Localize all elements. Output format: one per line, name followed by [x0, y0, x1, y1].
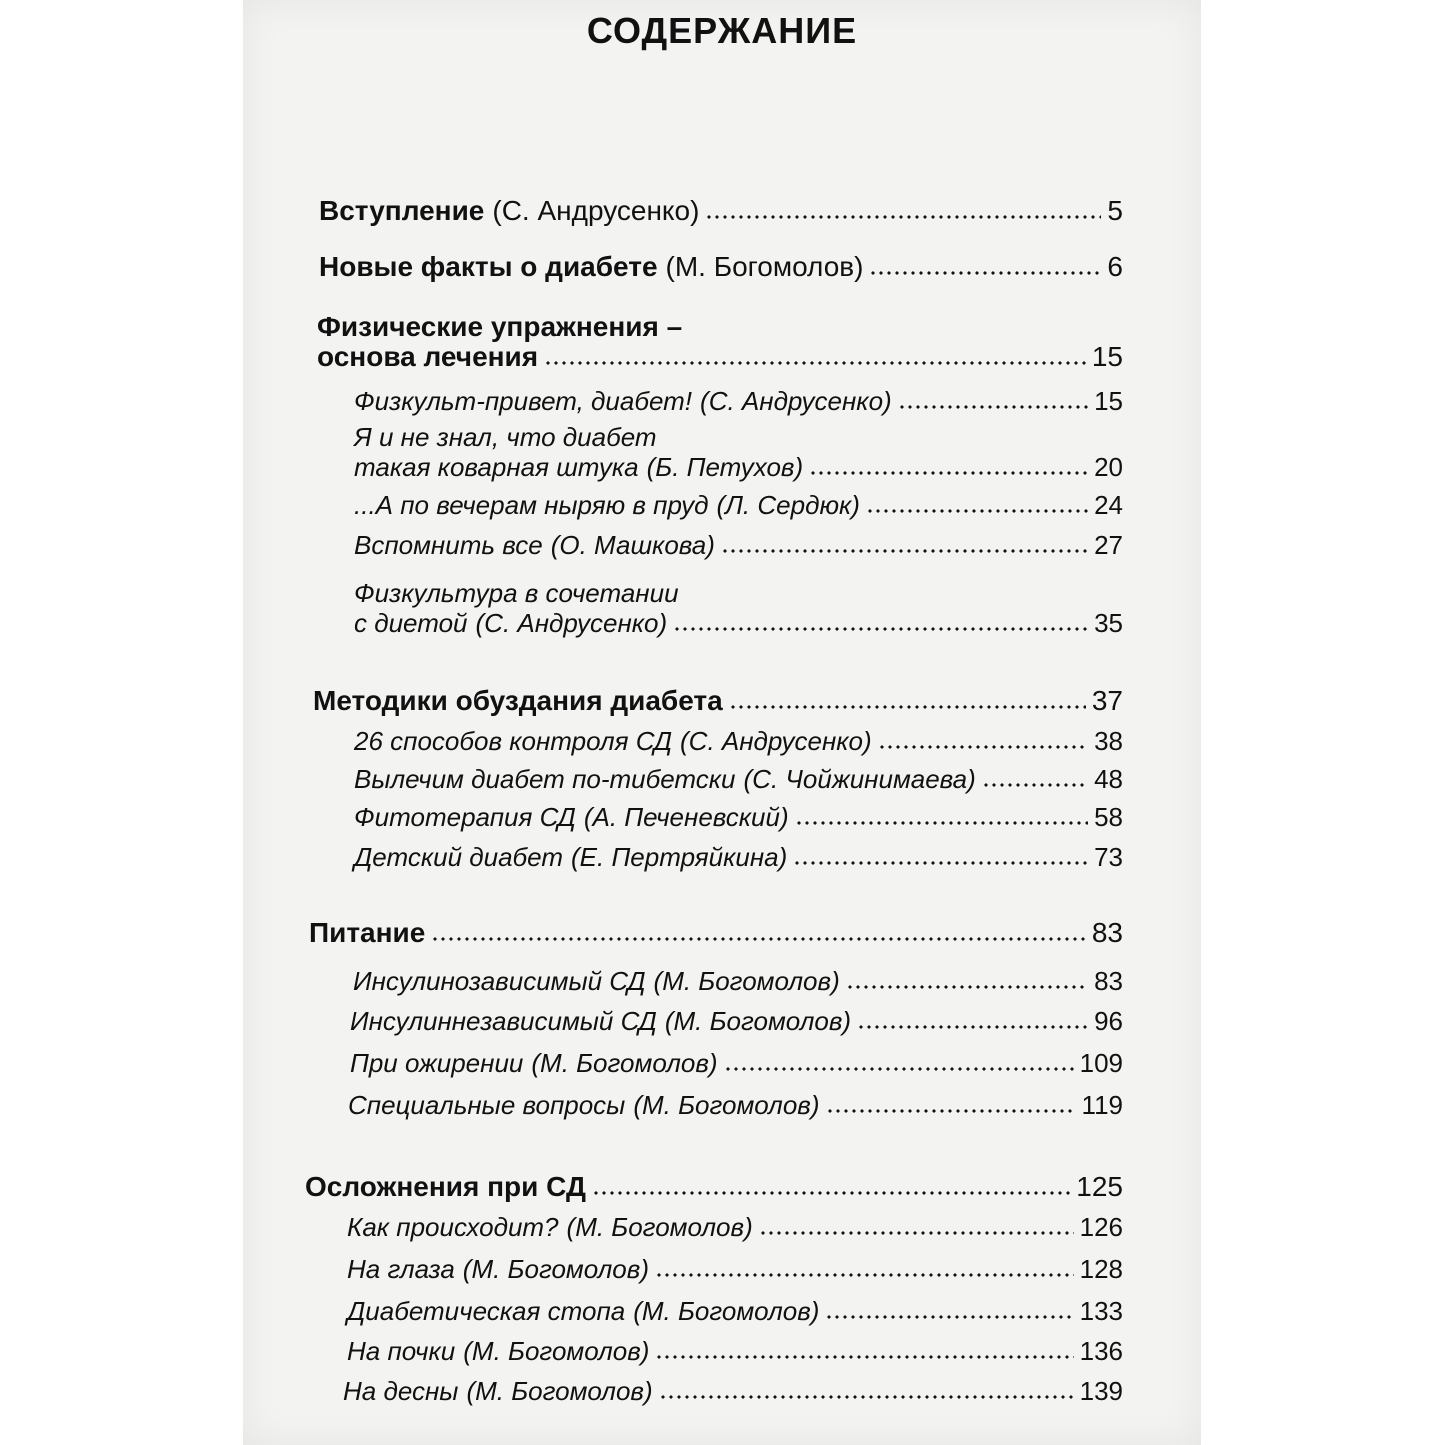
toc-entry-title: Фитотерапия СД [354, 802, 576, 832]
dot-leader [898, 405, 1088, 409]
dot-leader [869, 271, 1101, 275]
dot-leader [724, 1067, 1074, 1071]
dot-leader [729, 705, 1086, 709]
toc-entry-title: При ожирении [350, 1048, 524, 1078]
toc-entry-title: такая коварная штука [354, 452, 639, 482]
toc-entry-author: (М. Богомолов) [531, 1048, 718, 1078]
toc-subentry [353, 966, 1123, 996]
toc-chapter [317, 312, 1123, 372]
toc-entry-author: (М. Богомолов) [665, 251, 864, 282]
dot-leader [878, 745, 1088, 749]
toc-page-number: 83 [1091, 917, 1123, 948]
toc-entry-author: (Б. Петухов) [646, 452, 804, 482]
toc-subentry [343, 1376, 1123, 1406]
toc-entry-title: Детский диабет [354, 842, 564, 872]
toc-entry-author: (М. Богомолов) [466, 1376, 653, 1406]
toc-entry-author: (С. Андрусенко) [492, 195, 700, 226]
toc-page-number: 83 [1094, 966, 1123, 996]
toc-page-number: 73 [1094, 842, 1123, 872]
dot-leader [673, 627, 1088, 631]
toc-entry-author: (М. Богомолов) [566, 1212, 753, 1242]
toc-entry-author: (М. Богомолов) [633, 1090, 820, 1120]
toc-subentry [347, 1336, 1123, 1366]
toc-page-number: 136 [1079, 1336, 1123, 1366]
toc-entry-author: (Е. Пертряйкина) [571, 842, 788, 872]
toc-entry-title: На глаза [347, 1254, 455, 1284]
toc-subentry [354, 842, 1123, 872]
toc-entry-title: 26 способов контроля СД [354, 726, 673, 756]
toc-chapter [319, 196, 1123, 226]
toc-page-number: 24 [1094, 490, 1123, 520]
toc-page-number: 125 [1076, 1171, 1123, 1202]
toc-entry-author: (С. Чойжинимаева) [743, 764, 976, 794]
dot-leader [592, 1191, 1070, 1195]
toc-entry-author: (А. Печеневский) [583, 802, 789, 832]
toc-subentry [347, 1296, 1123, 1326]
toc-chapter [313, 686, 1123, 716]
toc-subentry [354, 490, 1123, 520]
toc-entry-title: Как происходит? [347, 1212, 559, 1242]
toc-entry-author: (Л. Сердюк) [716, 490, 860, 520]
toc-entry-author: (М. Богомолов) [463, 1336, 650, 1366]
toc-entry-title: Методики обуздания диабета [313, 685, 723, 716]
toc-subentry [354, 726, 1123, 756]
dot-leader [705, 215, 1101, 219]
toc-entry-title: На десны [343, 1376, 459, 1406]
toc-page-number: 15 [1094, 386, 1123, 416]
toc-page-number: 133 [1079, 1296, 1123, 1326]
toc-entry-author: (М. Богомолов) [462, 1254, 649, 1284]
toc-page-number: 6 [1107, 251, 1123, 282]
dot-leader [759, 1231, 1074, 1235]
toc-page-number: 15 [1091, 341, 1123, 372]
toc-subentry [354, 764, 1123, 794]
dot-leader [795, 821, 1088, 825]
toc-entry-author: (С. Андрусенко) [475, 608, 668, 638]
page-title: СОДЕРЖАНИЕ [586, 10, 858, 51]
dot-leader [866, 509, 1088, 513]
toc-entry-title: Физкульт-привет, диабет! [354, 386, 693, 416]
book-page [243, 0, 1201, 1445]
toc-chapter [309, 918, 1123, 948]
toc-page-number: 119 [1081, 1090, 1123, 1120]
toc-entry-author: (М. Богомолов) [664, 1006, 852, 1036]
toc-page-number: 139 [1079, 1376, 1123, 1406]
toc-subentry [348, 1090, 1123, 1120]
toc-entry-author: (М. Богомолов) [653, 966, 840, 996]
dot-leader [809, 471, 1088, 475]
toc-entry-title: Инсулинозависимый СД [353, 966, 646, 996]
toc-entry-title-line: Физкультура в сочетании [354, 578, 679, 608]
toc-page-number: 38 [1094, 726, 1123, 756]
toc-entry-title: ...А по вечерам ныряю в пруд [354, 490, 709, 520]
toc-entry-title: На почки [347, 1336, 456, 1366]
toc-subentry [354, 802, 1123, 832]
toc-page-number: 5 [1107, 195, 1123, 226]
toc-subentry [347, 1254, 1123, 1284]
toc-entry-title: с диетой [354, 608, 468, 638]
toc-page-number: 109 [1079, 1048, 1123, 1078]
toc-entry-title: Диабетическая стопа [347, 1296, 626, 1326]
toc-page-number: 126 [1079, 1212, 1123, 1242]
toc-entry-title: Новые факты о диабете [319, 251, 658, 282]
toc-entry-author: (О. Машкова) [550, 530, 715, 560]
toc-entry-title: Осложнения при СД [305, 1171, 586, 1202]
toc-subentry [350, 1048, 1123, 1078]
toc-page-number: 58 [1094, 802, 1123, 832]
toc-entry-title: основа лечения [317, 341, 539, 372]
toc-subentry [354, 386, 1123, 416]
toc-entry-author: (С. Андрусенко) [700, 386, 892, 416]
dot-leader [655, 1355, 1073, 1359]
toc-subentry [354, 530, 1123, 560]
dot-leader [659, 1395, 1074, 1399]
toc-entry-title: Вступление [319, 195, 485, 226]
toc-page-number: 48 [1094, 764, 1123, 794]
dot-leader [721, 549, 1088, 553]
toc-entry-title: Вылечим диабет по-тибетски [354, 764, 736, 794]
toc-entry-title: Инсулиннезависимый СД [350, 1006, 657, 1036]
toc-chapter [305, 1172, 1123, 1202]
toc-page-number: 27 [1094, 530, 1123, 560]
toc-chapter [319, 252, 1123, 282]
dot-leader [825, 1315, 1073, 1319]
toc-entry-title: Вспомнить все [354, 530, 543, 560]
toc-entry-title: Специальные вопросы [348, 1090, 626, 1120]
toc-subentry [354, 578, 1123, 638]
dot-leader [846, 985, 1088, 989]
toc-entry-author: (С. Андрусенко) [680, 726, 872, 756]
toc-entry-author: (М. Богомолов) [633, 1296, 820, 1326]
toc-page-number: 20 [1094, 452, 1123, 482]
dot-leader [982, 783, 1088, 787]
toc-page-number: 96 [1094, 1006, 1123, 1036]
dot-leader [857, 1025, 1088, 1029]
toc-subentry [347, 1212, 1123, 1242]
dot-leader [793, 861, 1088, 865]
dot-leader [826, 1109, 1076, 1113]
toc-entry-title: Питание [309, 917, 426, 948]
toc-entry-title-line: Я и не знал, что диабет [354, 422, 657, 452]
dot-leader [544, 361, 1086, 365]
toc-page-number: 35 [1094, 608, 1123, 638]
dot-leader [431, 937, 1086, 941]
dot-leader [655, 1273, 1074, 1277]
toc-subentry [354, 422, 1123, 482]
toc-page-number: 128 [1079, 1254, 1123, 1284]
toc-page-number: 37 [1091, 685, 1123, 716]
toc-subentry [350, 1006, 1123, 1036]
toc-entry-title-line: Физические упражнения – [317, 311, 683, 342]
